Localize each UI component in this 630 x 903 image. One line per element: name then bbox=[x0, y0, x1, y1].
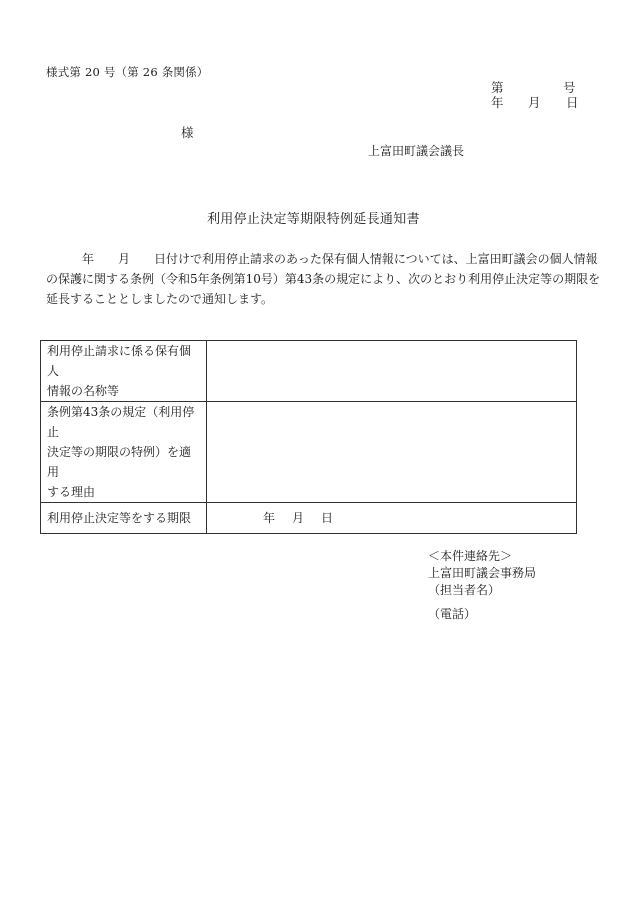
row-value-info-name[interactable] bbox=[207, 341, 577, 402]
sender-name: 上富田町議会議長 bbox=[368, 144, 465, 158]
row-label-line: 決定等の期限の特例）を適用 bbox=[47, 445, 192, 479]
contact-heading: ＜本件連絡先＞ bbox=[428, 549, 513, 563]
addressee-suffix: 様 bbox=[181, 125, 194, 140]
row-label-line: する理由 bbox=[47, 485, 96, 499]
row-label-reason bbox=[41, 402, 207, 503]
issue-date-month: 月 bbox=[528, 95, 541, 110]
contact-phone: （電話） bbox=[428, 607, 477, 621]
table-row bbox=[41, 402, 577, 503]
deadline-day: 日 bbox=[321, 511, 334, 525]
notice-body bbox=[46, 249, 601, 309]
doc-number-prefix: 第 bbox=[491, 80, 504, 95]
deadline-month: 月 bbox=[292, 511, 305, 525]
body-line-3: 延長することとしましたので通知します。 bbox=[46, 292, 274, 306]
issue-date-day: 日 bbox=[566, 95, 579, 110]
table-row bbox=[41, 503, 577, 534]
deadline-year: 年 bbox=[263, 511, 276, 525]
details-table bbox=[40, 340, 577, 534]
document-title: 利用停止決定等期限特例延長通知書 bbox=[207, 212, 420, 227]
body-line-2: の保護に関する条例（令和5年条例第10号）第43条の規定により、次のとおり利用停止決定等の期限を bbox=[46, 272, 601, 286]
row-label-deadline bbox=[41, 503, 207, 534]
deadline-date bbox=[213, 508, 570, 528]
table-row bbox=[41, 341, 577, 402]
row-label-line: 情報の名称等 bbox=[47, 384, 120, 398]
row-value-reason[interactable] bbox=[207, 402, 577, 503]
issue-date-year: 年 bbox=[491, 95, 504, 110]
doc-number-suffix: 号 bbox=[563, 80, 576, 95]
contact-block bbox=[428, 548, 536, 623]
contact-office: 上富田町議会事務局 bbox=[428, 566, 537, 580]
form-number: 様式第 20 号（第 26 条関係） bbox=[46, 65, 209, 79]
row-label-line: 利用停止請求に係る保有個人 bbox=[47, 344, 192, 378]
row-label-info-name bbox=[41, 341, 207, 402]
body-line-1: 年 月 日付けで利用停止請求のあった保有個人情報については、上富田町議会の個人情報 bbox=[82, 252, 598, 266]
row-label-line: 利用停止決定等をする期限 bbox=[47, 511, 192, 525]
contact-person: （担当者名） bbox=[428, 583, 501, 597]
row-value-deadline[interactable] bbox=[207, 503, 577, 534]
row-label-line: 条例第43条の規定（利用停止 bbox=[47, 405, 195, 439]
